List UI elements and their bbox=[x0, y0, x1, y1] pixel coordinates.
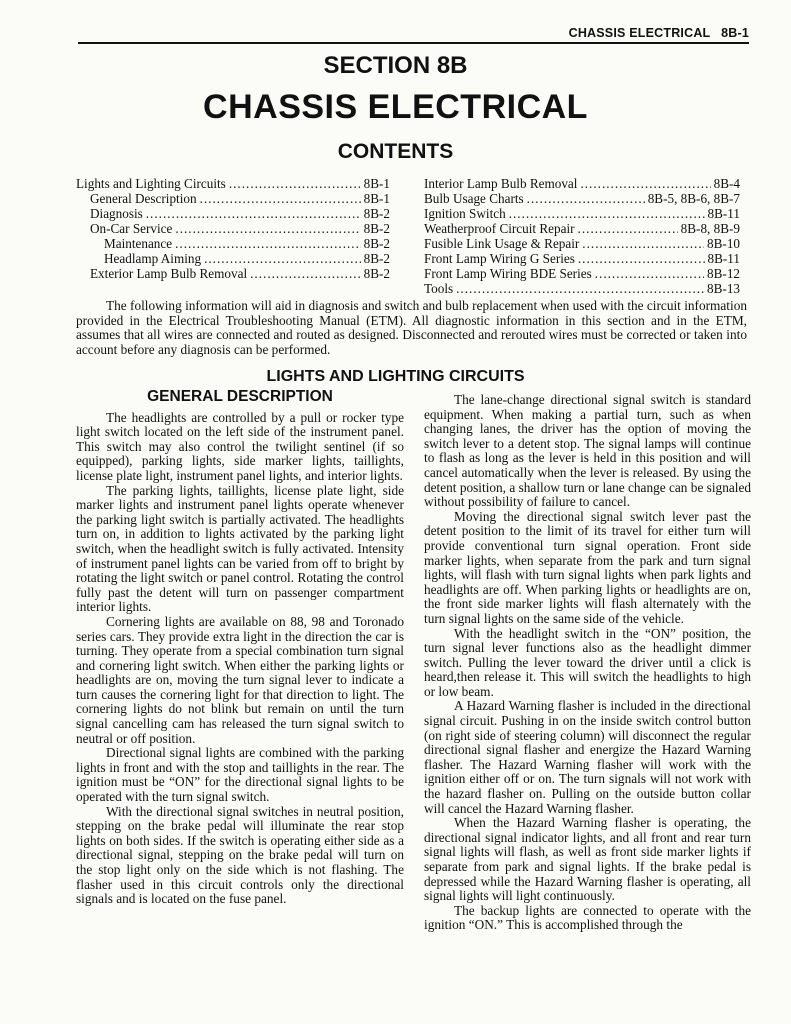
body-paragraph: The parking lights, taillights, license plate light, side marker lights and instrument panel lights operate whenever the parking light switch is partially activated. The headlights turn on, in addition to lights activated by the parking light switch, when the headlight switch is fully activated. Intensity of instrument panel lights can be varied from off to bright by rotating the light switch or panel control. Rotating the control fully past the detent will turn on passenger compartment interior lights. bbox=[76, 482, 404, 615]
body-paragraph: Cornering lights are available on 88, 98 and Toronado series cars. They provide extra light in the direction the car is turning. They operate from a special combination turn signal and cornering light switch. When either the parking lights or headlights are on, moving the turn signal lever to indicate a turn causes the cornering light for that direction to light. The cornering lights do not blink but remain on until the turn signal cancelling cam has released the turn signal switch to neutral or off position. bbox=[76, 613, 404, 746]
toc-entry-label: Bulb Usage Charts bbox=[424, 191, 524, 206]
toc-entry-label: On-Car Service bbox=[90, 221, 173, 236]
page-number: 8B-1 bbox=[721, 26, 749, 40]
toc-entry-label: Front Lamp Wiring BDE Series bbox=[424, 266, 592, 281]
toc-entry-label: Fusible Link Usage & Repair bbox=[424, 236, 580, 251]
toc-right-column bbox=[424, 176, 740, 296]
toc-entry-page: 8B-2 bbox=[363, 266, 390, 281]
page-title: CHASSIS ELECTRICAL bbox=[203, 88, 588, 126]
toc-entry-label: Ignition Switch bbox=[424, 206, 506, 221]
toc-entry-page: 8B-8, 8B-9 bbox=[680, 221, 740, 236]
toc-entry[interactable] bbox=[76, 251, 390, 266]
body-paragraph: A Hazard Warning flasher is included in the directional signal circuit. Pushing in on the inside switch control button (on right side of steering column) will disconnect the regular directional signal flasher and energize the Hazard Warning flasher. The Hazard Warning flasher will work with the ignition either off or on. The turn signals will not work with the hazard flasher on. Pulling on the outside button collar will cancel the Hazard Warning flasher. bbox=[424, 698, 751, 816]
toc-left-column bbox=[76, 176, 390, 281]
toc-entry[interactable] bbox=[76, 266, 390, 281]
body-paragraph: When the Hazard Warning flasher is operating, the directional signal indicator lights, and all front and rear turn signal lights will flash, as well as front side marker lights if separate from park and signal lights. If the brake pedal is depressed while the Hazard Warning flasher is operating, all signal lights will light continuously. bbox=[424, 815, 751, 904]
body-paragraph: The headlights are controlled by a pull or rocker type light switch located on the left side of the instrument panel. This switch may also control the twilight sentinel (if so equipped), parking lights, side marker lights, taillights, license plate light, instrument panel lights, and interior lights. bbox=[76, 409, 404, 483]
toc-entry-page: 8B-10 bbox=[707, 236, 740, 251]
toc-entry[interactable] bbox=[76, 206, 390, 221]
toc-entry-label: General Description bbox=[90, 191, 197, 206]
toc-entry-page: 8B-2 bbox=[363, 236, 390, 251]
toc-entry-label: Lights and Lighting Circuits bbox=[76, 176, 226, 191]
toc-entry-label: Tools bbox=[424, 281, 454, 296]
toc-entry[interactable] bbox=[424, 191, 740, 206]
running-header bbox=[78, 26, 749, 44]
lights-section-heading: LIGHTS AND LIGHTING CIRCUITS bbox=[266, 368, 525, 385]
toc-entry[interactable] bbox=[424, 221, 740, 236]
toc-entry-page: 8B-13 bbox=[707, 281, 740, 296]
body-paragraph: Directional signal lights are combined with the parking lights in front and with the stop and taillights in the rear. The ignition must be “ON” for the directional signal lights to be operated with the turn signal switch. bbox=[76, 745, 404, 805]
right-text-column bbox=[424, 393, 751, 933]
body-paragraph: The lane-change directional signal switch is standard equipment. When making a partial turn, such as when changing lanes, the driver has the option of moving the switch lever to a detent stop. The signal lamps will continue to flash as long as the lever is held in this position and will cancel automatically when the lever is released. By using the detent position, a shallow turn or lane change can be signaled without possibility of failure to cancel. bbox=[424, 392, 751, 510]
toc-entry[interactable] bbox=[424, 266, 740, 281]
toc-entry-page: 8B-1 bbox=[363, 191, 390, 206]
general-description-heading: GENERAL DESCRIPTION bbox=[147, 388, 333, 405]
toc-entry-page: 8B-2 bbox=[363, 221, 390, 236]
toc-entry[interactable] bbox=[424, 281, 740, 296]
toc-entry-label: Diagnosis bbox=[90, 206, 143, 221]
contents-heading: CONTENTS bbox=[337, 140, 454, 163]
toc-entry-page: 8B-1 bbox=[363, 176, 390, 191]
toc-entry-label: Exterior Lamp Bulb Removal bbox=[90, 266, 248, 281]
toc-entry[interactable] bbox=[424, 206, 740, 221]
toc-entry[interactable] bbox=[76, 236, 390, 251]
section-label: SECTION 8B bbox=[323, 52, 468, 79]
toc-entry-page: 8B-2 bbox=[363, 251, 390, 266]
toc-entry[interactable] bbox=[424, 251, 740, 266]
toc-entry-label: Interior Lamp Bulb Removal bbox=[424, 176, 578, 191]
intro-paragraph: The following information will aid in diagnosis and switch and bulb replacement when used with the circuit information provided in the Electrical Troubleshooting Manual (ETM). All diagnostic information in this section and in the ETM, assumes that all wires are connected and routed as designed. Disconnected and rerouted wires must be corrected or taken into account before any diagnosis can be performed. bbox=[76, 298, 747, 357]
toc-entry[interactable] bbox=[76, 221, 390, 236]
body-paragraph: The backup lights are connected to operate with the ignition “ON.” This is accomplished through the bbox=[424, 902, 751, 933]
toc-entry[interactable] bbox=[76, 191, 390, 206]
toc-entry-page: 8B-12 bbox=[707, 266, 740, 281]
running-title: CHASSIS ELECTRICAL bbox=[568, 26, 711, 40]
toc-entry-page: 8B-11 bbox=[707, 251, 740, 266]
body-paragraph: With the directional signal switches in neutral position, stepping on the brake pedal will illuminate the rear stop lights on both sides. If the switch is operating either side as a directional signal, stepping on the brake pedal will turn on the stop light only on the side which is not flashing. The flasher used in this circuit controls only the directional signals and is located on the fuse panel. bbox=[76, 803, 404, 907]
toc-entry[interactable] bbox=[424, 176, 740, 191]
toc-entry-label: Weatherproof Circuit Repair bbox=[424, 221, 575, 236]
toc-entry[interactable] bbox=[424, 236, 740, 251]
toc-entry-page: 8B-4 bbox=[713, 176, 740, 191]
toc-entry-label: Headlamp Aiming bbox=[104, 251, 202, 266]
toc-entry-label: Maintenance bbox=[104, 236, 173, 251]
body-paragraph: Moving the directional signal switch lever past the detent position to the limit of its travel for either turn will provide conventional turn signal operation. Front side marker lights, when separate from the park and turn signal lights, will flash with turn signal lights when park lights and headlights are off. When parking lights or headlights are on, the front side marker lights will flash alternately with the turn signal lights on the same side of the vehicle. bbox=[424, 508, 751, 626]
toc-entry-page: 8B-11 bbox=[707, 206, 740, 221]
toc-entry-page: 8B-2 bbox=[363, 206, 390, 221]
left-text-column bbox=[76, 390, 404, 907]
toc-entry[interactable] bbox=[76, 176, 390, 191]
toc-entry-label: Front Lamp Wiring G Series bbox=[424, 251, 575, 266]
body-paragraph: With the headlight switch in the “ON” position, the turn signal lever functions also as the headlight dimmer switch. Pulling the lever toward the driver until a click is heard,then release it. This will switch the headlights to high or low beam. bbox=[424, 625, 751, 699]
toc-entry-page: 8B-5, 8B-6, 8B-7 bbox=[647, 191, 740, 206]
